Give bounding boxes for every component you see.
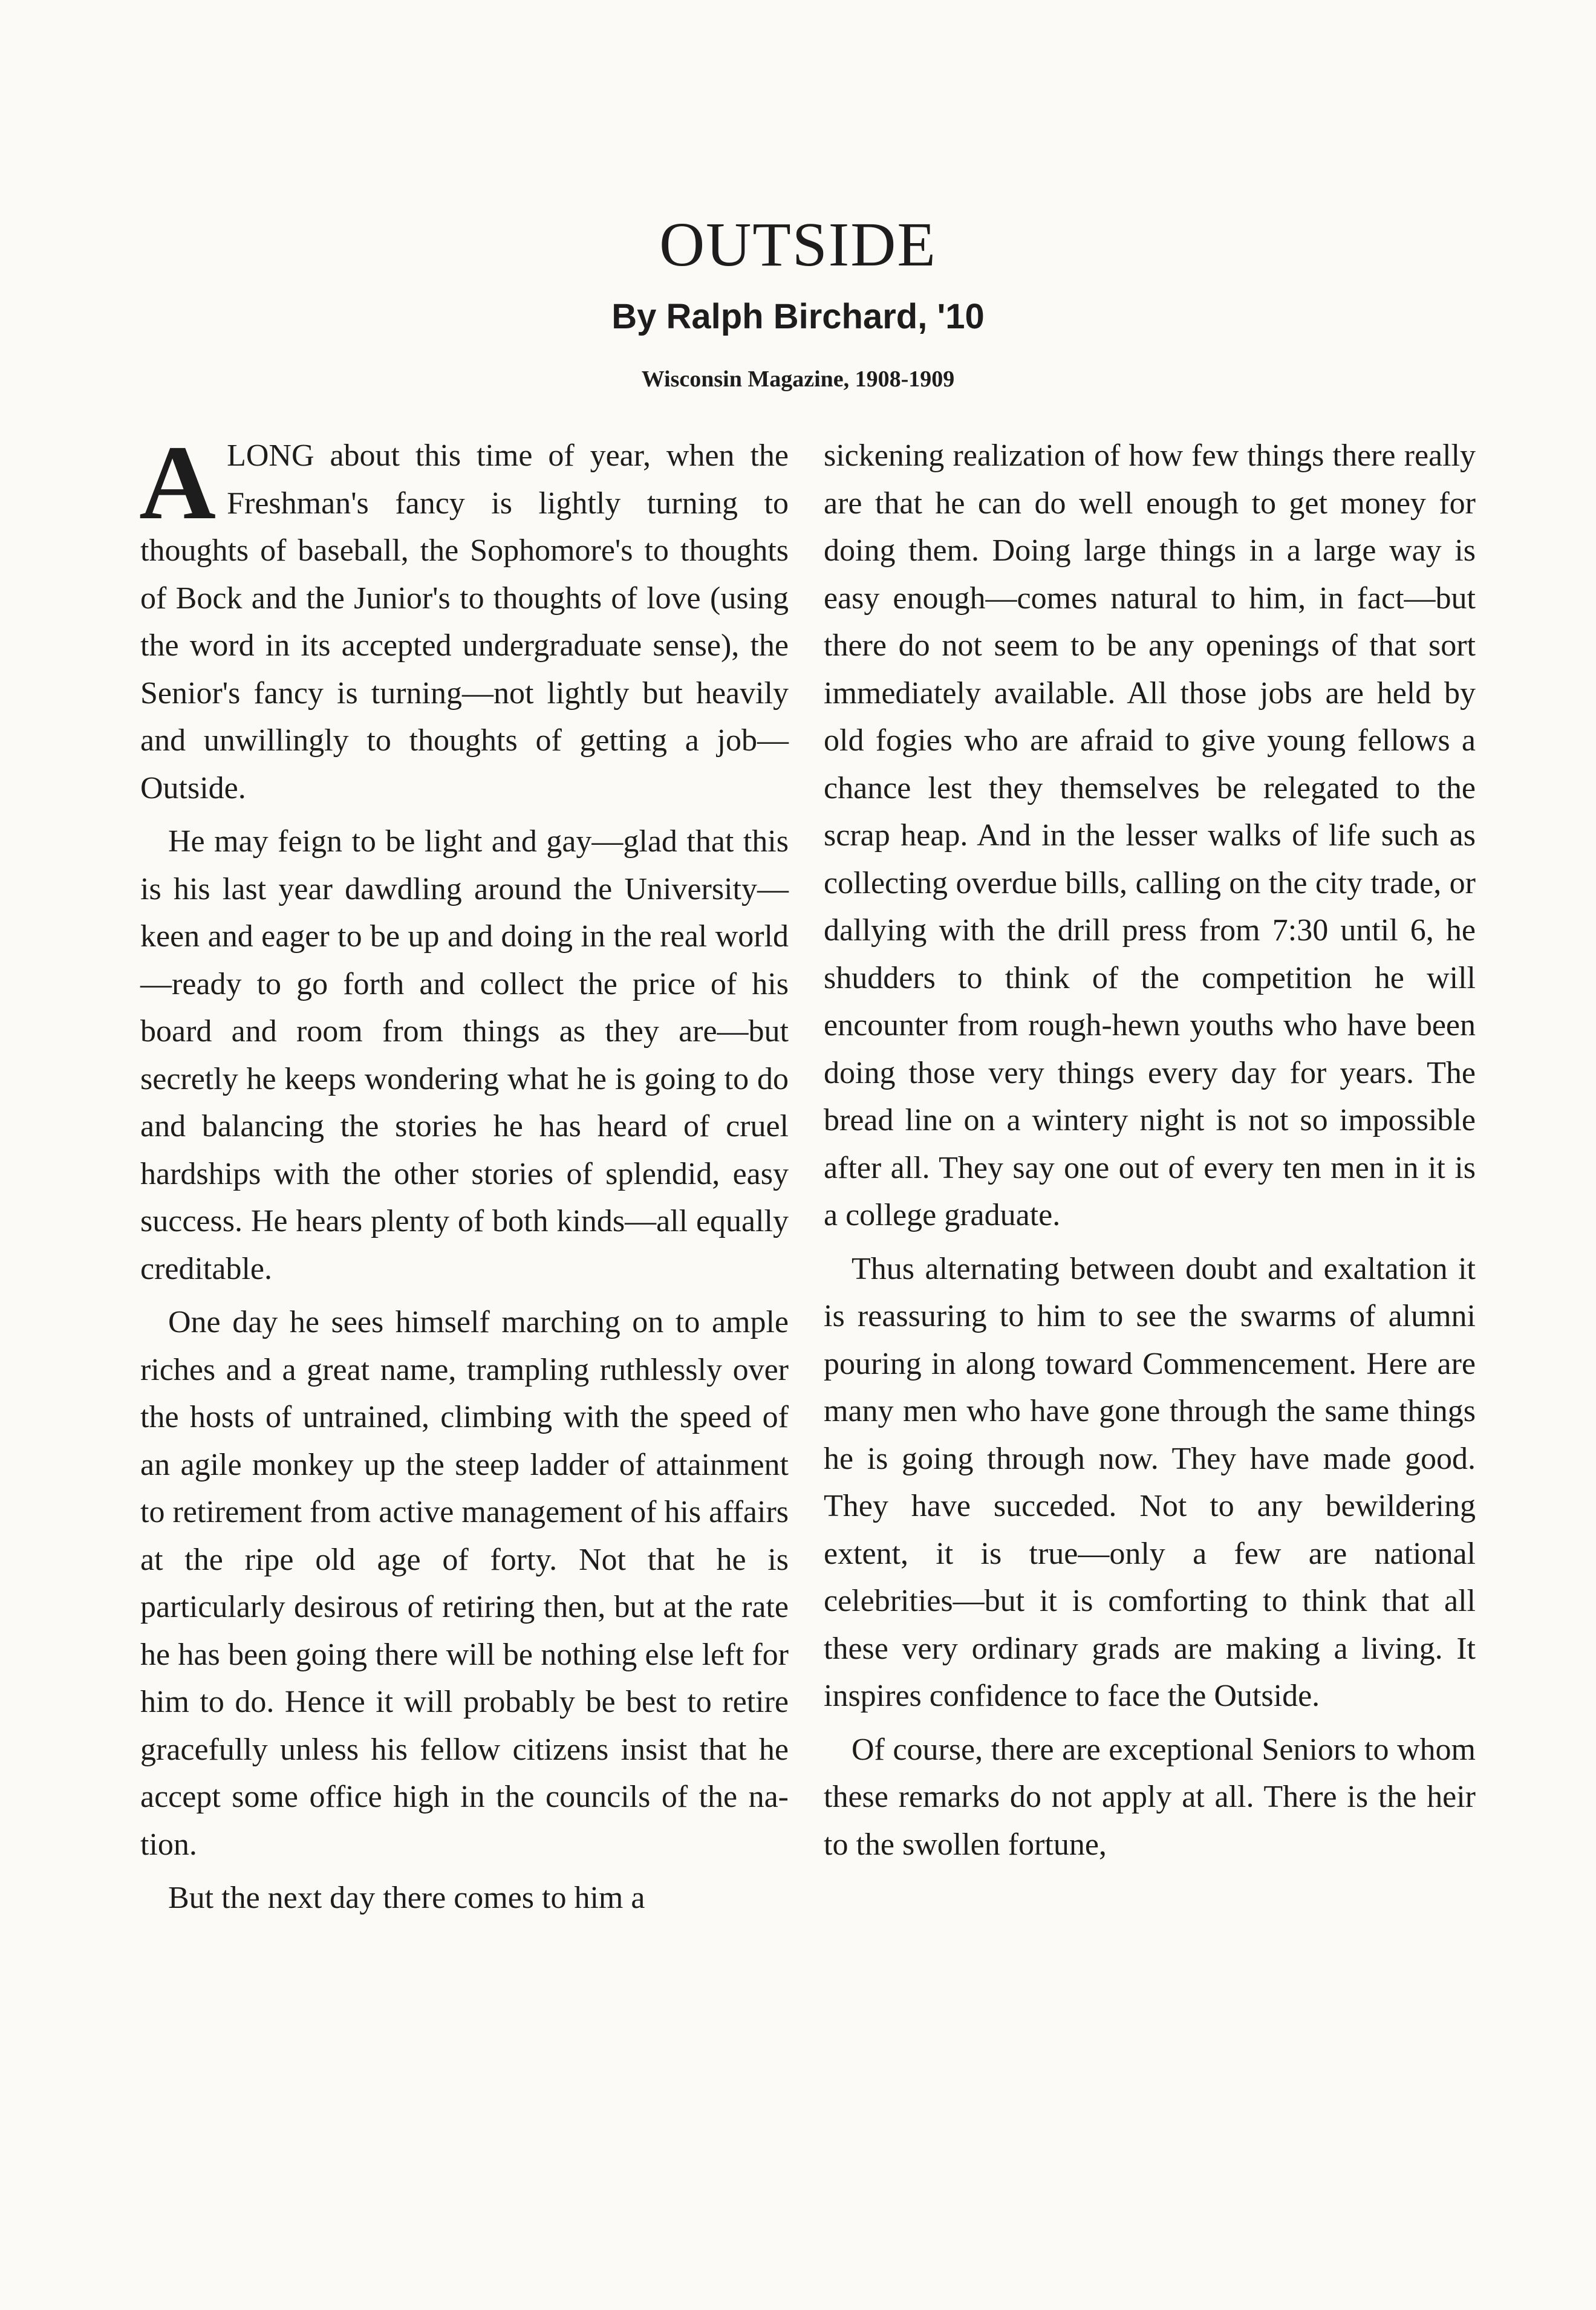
paragraph: But the next day there comes to him a [168, 1881, 645, 1915]
paragraph: One day he sees himself marching on to ample riches and a great name, trampling ruthlessly over the hosts of untrained, climbing with the speed of an agile monkey up the steep ladder of attainment to retirement from active management of his affairs at the ripe old age of forty. Not that he is particularly desirous of retiring then, but at the rate he has been going there will be nothing else left for him to do. Hence it will probably be best to retire gracefully unless his fellow citizens insist that he accept some office high in the councils of the nation. [140, 1305, 789, 1862]
paragraph: sickening realization of how few things there really are that he can do well enough to get money for doing them. Doing large things in a large way is easy enough—comes natural to him, in fact—but there do not seem to be any openings of that sort immediately available. All those jobs are held by old fogies who are afraid to give young fellows a chance lest they themselves be relegated to the scrap heap. And in the lesser walks of life such as collecting overdue bills, calling on the city trade, or dallying with the drill press from 7:30 until 6, he shudders to think of the competition he will encounter from rough-hewn youths who have been doing those very things every day for years. The bread line on a wintery night is not so impossible after all. They say one out of every ten men in it is a college graduate. [824, 438, 1476, 1232]
paragraph: Of course, there are exceptional Seniors to whom these remarks do not apply at all. There is the heir to the swollen fortune, [824, 1732, 1476, 1862]
left-column [139, 424, 789, 1928]
drop-cap: A [139, 424, 217, 542]
article-byline: By Ralph Birchard, '10 [611, 297, 985, 336]
paragraph: He may feign to be light and gay—glad that this is his last year dawdling around the University—keen and eager to be up and doing in the real world—ready to go forth and collect the price of his board and room from things as they are—but secretly he keeps wondering what he is going to do and balancing the stories he has heard of cruel hardships with the other stories of splendid, easy success. He hears plenty of both kinds—all equally creditable. [140, 824, 789, 1286]
paragraph: Thus alternating between doubt and exaltation it is reassuring to him to see the swarms of alumni pouring in along toward Commencement. Here are many men who have gone through the same things he is going through now. They have made good. They have succeded. Not to any bewildering extent, it is true—only a few are national celebrities—but it is comforting to think that all these very ordinary grads are making a living. It inspires confidence to face the Outside. [824, 1251, 1476, 1713]
paragraph [139, 424, 789, 812]
paragraph-text: about this time of year, when the Freshman's fancy is lightly turning to thoughts of baseball, the Sophomore's to thoughts of Bock and the Junior's to thoughts of love (using the word in its accepted undergraduate sense), the Senior's fancy is turning—not lightly but heavily and unwillingly to thoughts of getting a job—Outside. [140, 438, 789, 805]
article-title: OUTSIDE [659, 210, 937, 279]
article-source: Wisconsin Magazine, 1908-1909 [641, 366, 955, 392]
lead-word: LONG [227, 438, 314, 473]
right-column [824, 432, 1476, 1875]
